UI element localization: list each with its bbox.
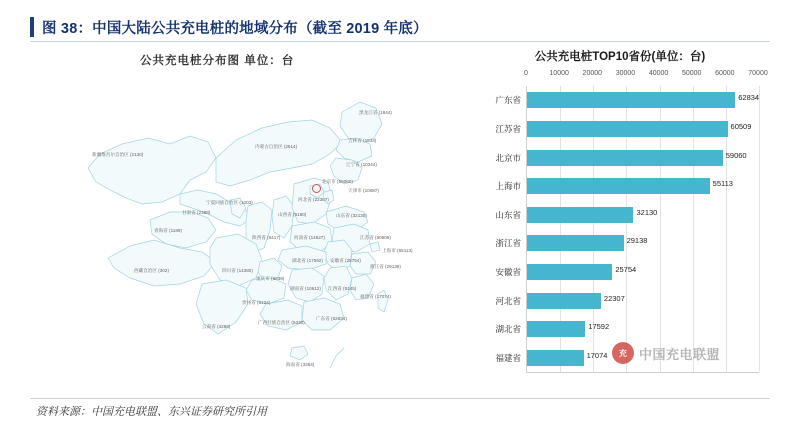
- x-axis-tick: 50000: [681, 70, 702, 77]
- map-label: 四川省 (14380): [222, 268, 253, 273]
- map-label: 福建省 (17074): [360, 294, 391, 299]
- bar-value-label: 59060: [725, 150, 747, 160]
- bar-value-label: 60509: [730, 121, 752, 131]
- map-label: 重庆市 (6339): [256, 276, 285, 281]
- category-label: 江苏省: [495, 123, 521, 134]
- bar-value-label: 32130: [636, 207, 658, 217]
- map-label: 安徽省 (25754): [330, 258, 361, 263]
- bar-row: [495, 121, 759, 137]
- chart-area: [470, 70, 770, 388]
- map-label: 陕西省 (8417): [252, 235, 281, 240]
- map-caption: 公共充电桩分布图 单位：台: [140, 55, 295, 67]
- map-label: 山东省 (32130): [336, 213, 367, 218]
- bar: [527, 235, 624, 251]
- x-axis-tick: 20000: [582, 70, 603, 77]
- bar: [527, 178, 710, 194]
- chart-title: 公共充电桩TOP10省份(单位：台): [534, 51, 706, 63]
- page-title: 图 38：中国大陆公共充电桩的地域分布（截至 2019 年底）: [42, 20, 428, 37]
- bar: [527, 293, 601, 309]
- bar-row: [495, 293, 759, 309]
- bar-value-label: 25754: [615, 264, 637, 274]
- figure-title-bar: [30, 14, 770, 40]
- bar-row: [495, 178, 759, 194]
- map-label: 广东省 (62834): [316, 316, 347, 321]
- bar-value-label: 17074: [586, 350, 608, 360]
- map-label: 宁夏回族自治区 (1003): [206, 200, 253, 205]
- map-label: 吉林省 (1533): [348, 138, 377, 143]
- bar-value-label: 62834: [738, 93, 760, 103]
- x-axis-tick: 70000: [748, 70, 768, 77]
- title-accent-bar: [30, 17, 34, 37]
- map-label: 河北省 (22307): [298, 197, 329, 202]
- bar-row: [495, 235, 759, 251]
- map-label: 湖北省 (17592): [292, 258, 323, 263]
- category-label: 北京市: [495, 152, 521, 163]
- bar: [527, 121, 728, 137]
- map-panel: [30, 48, 460, 388]
- beijing-marker: [312, 184, 321, 193]
- bar-value-label: 55113: [712, 179, 733, 189]
- bar: [527, 321, 585, 337]
- bar: [527, 150, 723, 166]
- category-label: 安徽省: [495, 266, 521, 277]
- map-label: 甘肃省 (2388): [182, 210, 211, 215]
- bar: [527, 264, 612, 280]
- watermark-badge-icon: 充: [612, 342, 634, 364]
- category-label: 湖北省: [495, 324, 521, 335]
- map-label: 山西省 (5180): [278, 212, 307, 217]
- category-label: 福建省: [495, 352, 521, 363]
- map-label: 西藏自治区 (302): [134, 268, 169, 273]
- watermark: [612, 342, 720, 364]
- bar-row: [495, 264, 759, 280]
- x-axis-tick: 30000: [615, 70, 636, 77]
- map-label: 北京市 (59060): [322, 179, 353, 184]
- bar: [527, 207, 633, 223]
- category-label: 河北省: [495, 295, 521, 306]
- x-axis-tick: 40000: [648, 70, 669, 77]
- map-label: 云南省 (4268): [202, 324, 231, 329]
- bar-row: [495, 92, 760, 108]
- plot-region: [495, 86, 760, 373]
- bar: [527, 92, 735, 108]
- map-label: 河南省 (14627): [294, 235, 325, 240]
- map-label: 青海省 (1189): [154, 228, 182, 233]
- map-label: 上海市 (55113): [382, 248, 413, 253]
- map-label: 湖南省 (10612): [290, 286, 321, 291]
- china-map: [30, 72, 460, 388]
- category-label: 广东省: [495, 95, 521, 106]
- map-label: 海南省 (3364): [286, 362, 315, 367]
- map-label: 黑龙江省 (1844): [359, 110, 392, 115]
- map-label: 贵州省 (5124): [242, 300, 271, 305]
- map-label: 江西省 (9145): [328, 286, 357, 291]
- gridline: [759, 86, 760, 372]
- bar: [527, 350, 584, 366]
- map-label: 辽宁省 (10344): [346, 162, 377, 167]
- map-label: 天津市 (10087): [348, 188, 379, 193]
- bar-value-label: 17592: [588, 322, 610, 332]
- map-label: 广西壮族自治区 (5330): [258, 320, 305, 325]
- source-note: 资料来源：中国充电联盟、东兴证券研究所引用: [36, 406, 267, 418]
- bar-value-label: 29138: [626, 236, 648, 246]
- x-axis-tick: 0: [524, 70, 528, 77]
- x-axis-tick: 10000: [549, 70, 569, 77]
- bar-row: [495, 207, 759, 223]
- bar-row: [495, 150, 759, 166]
- bar-chart-panel: [470, 48, 770, 388]
- x-axis-tick-labels: [524, 70, 768, 84]
- map-label: 浙江省 (29138): [370, 264, 401, 269]
- category-label: 上海市: [495, 181, 521, 192]
- map-label: 内蒙古自治区 (2514): [255, 144, 298, 149]
- x-axis-tick: 60000: [715, 70, 735, 77]
- map-label: 江苏省 (60509): [360, 235, 391, 240]
- bar-value-label: 22307: [603, 293, 625, 303]
- source-divider: [30, 398, 770, 399]
- watermark-text: 中国充电联盟: [639, 346, 721, 362]
- map-label: 新疆维吾尔自治区 (2130): [92, 152, 144, 157]
- category-label: 山东省: [495, 209, 521, 220]
- title-divider: [30, 41, 770, 42]
- bar-row: [495, 321, 759, 337]
- china-map-svg: [30, 72, 460, 388]
- category-label: 浙江省: [495, 238, 521, 249]
